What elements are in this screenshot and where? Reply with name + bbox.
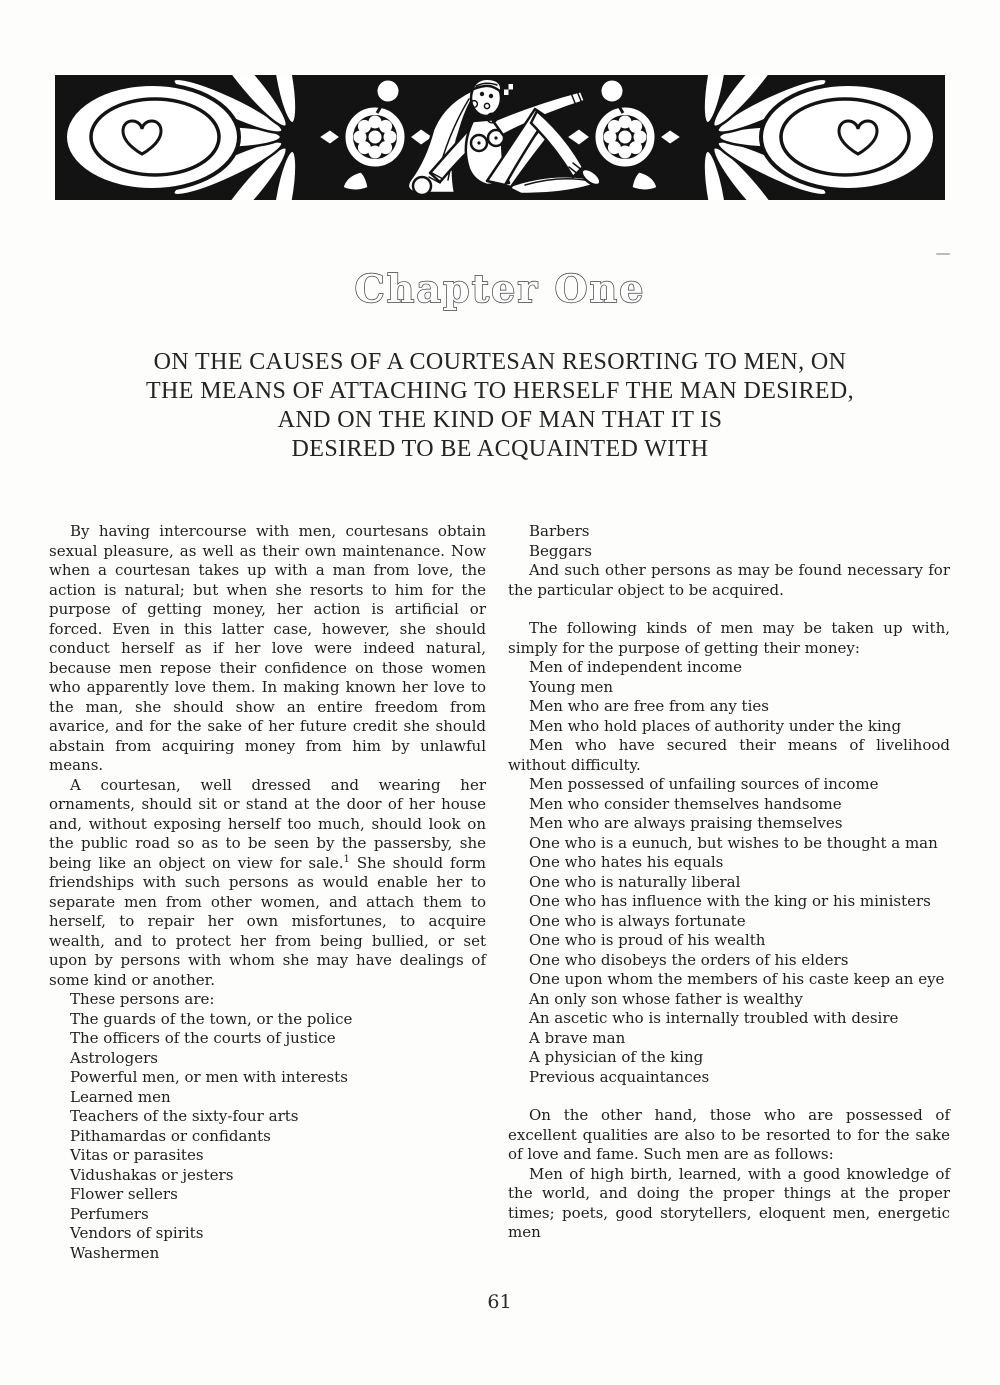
list-item: Pithamardas or confidants: [70, 1126, 271, 1145]
list-item: Washermen: [70, 1243, 160, 1262]
list-item: The officers of the courts of justice: [70, 1029, 336, 1047]
footnote-marker: 1: [343, 853, 350, 865]
list-item: The guards of the town, or the police: [70, 1009, 353, 1028]
list-item: Vitas or parasites: [70, 1146, 204, 1164]
list-item: Learned men: [70, 1087, 171, 1106]
ornament-svg: [55, 75, 945, 200]
list-item: Powerful men, or men with interests: [70, 1068, 348, 1086]
heading-line: DESIRED TO BE ACQUAINTED WITH: [291, 436, 709, 462]
list-item: Previous acquaintances: [529, 1067, 710, 1086]
section-heading: [60, 348, 940, 464]
list-intro: These persons are:: [70, 990, 215, 1008]
list-item: One who is naturally liberal: [529, 872, 741, 891]
list-item: Beggars: [529, 541, 592, 560]
chapter-title-svg: [290, 262, 710, 318]
list-item: An only son whose father is wealthy: [529, 989, 803, 1008]
list-item: Vidushakas or jesters: [70, 1165, 234, 1184]
list-item: Perfumers: [70, 1204, 149, 1223]
list-item: One who is a eunuch, but wishes to be thought a man: [529, 833, 938, 852]
right-column: [508, 522, 950, 1263]
ornament-band-illustration: [55, 75, 945, 200]
list-item: An ascetic who is internally troubled with desire: [529, 1009, 899, 1027]
heading-line: ON THE CAUSES OF A COURTESAN RESORTING TO MEN, ON: [153, 349, 847, 375]
list-item: One who has influence with the king or his ministers: [529, 892, 931, 910]
list-item: Young men: [529, 677, 614, 696]
scan-artifact-mark: [936, 253, 950, 255]
list-item: Men possessed of unfailing sources of income: [529, 775, 879, 793]
heading-line: THE MEANS OF ATTACHING TO HERSELF THE MAN DESIRED,: [145, 378, 855, 404]
list-item: Teachers of the sixty-four arts: [70, 1107, 299, 1125]
list-item: One who is always fortunate: [529, 911, 746, 930]
left-column: [49, 522, 486, 1263]
list-item: A brave man: [529, 1028, 626, 1047]
list-item: One upon whom the members of his caste keep an eye: [529, 970, 945, 988]
list-item: One who disobeys the orders of his elders: [529, 950, 849, 969]
chapter-title-text: Chapter One: [354, 266, 646, 311]
list-item: A physician of the king: [529, 1048, 704, 1066]
list-item: Men who have secured their means of livelihood without difficulty.: [508, 736, 950, 774]
list-item: Men who consider themselves handsome: [529, 794, 842, 813]
paragraph: Men of high birth, learned, with a good knowledge of the world, and doing the proper things at the proper times; poets, good storytellers, eloquent men, energetic men: [508, 1164, 950, 1241]
list-item: Vendors of spirits: [70, 1224, 204, 1242]
heading-line: AND ON THE KIND OF MAN THAT IT IS: [277, 407, 723, 433]
paragraph-with-footnote: [49, 776, 486, 991]
list-item: Men of independent income: [529, 658, 743, 676]
paragraph-text: A courtesan, well dressed and wearing her ornaments, should sit or stand at the door of her house and, without exposing herself too much, should look on the public road so as to be seen by the passersby, she being like an object on view for sale.: [49, 775, 486, 872]
list-item: Men who hold places of authority under the king: [529, 716, 902, 735]
paragraph: And such other persons as may be found necessary for the particular object to be acquired.: [508, 561, 950, 599]
paragraph: On the other hand, those who are possessed of excellent qualities are also to be resorted to for the sake of love and fame. Such men are as follows:: [508, 1106, 950, 1163]
list-item: Astrologers: [70, 1048, 158, 1067]
paragraph: The following kinds of men may be taken up with, simply for the purpose of getting their money:: [508, 619, 950, 657]
paragraph-text: She should form friendships with such persons as would enable her to separate men from other women, and attach them to herself, to repair her own misfortunes, to acquire wealth, and to protect her from being bullied, or set upon by persons with whom she may have dealings of some kind or another.: [49, 853, 487, 989]
body-columns: [49, 522, 950, 1263]
list-item: Men who are always praising themselves: [529, 814, 843, 832]
paragraph: By having intercourse with men, courtesans obtain sexual pleasure, as well as their own maintenance. Now when a courtesan takes up with a man from love, the action is natural; but when she resorts to him for the purpose of getting money, her action is artificial or forced. Even in this latter case, however, she should conduct herself as if her love were indeed natural, because men repose their confidence on those women who apparently love them. In making known her love to the man, she should show an entire freedom from avarice, and for the sake of her future credit she should abstain from acquiring money from him by unlawful means.: [49, 522, 486, 774]
list-item: Flower sellers: [70, 1185, 178, 1203]
list-item: Barbers: [529, 522, 590, 540]
list-item: One who hates his equals: [529, 853, 724, 871]
list-item: Men who are free from any ties: [529, 697, 769, 715]
chapter-title: [0, 262, 1000, 322]
page-number: 61: [487, 1291, 512, 1313]
list-item: One who is proud of his wealth: [529, 931, 766, 949]
